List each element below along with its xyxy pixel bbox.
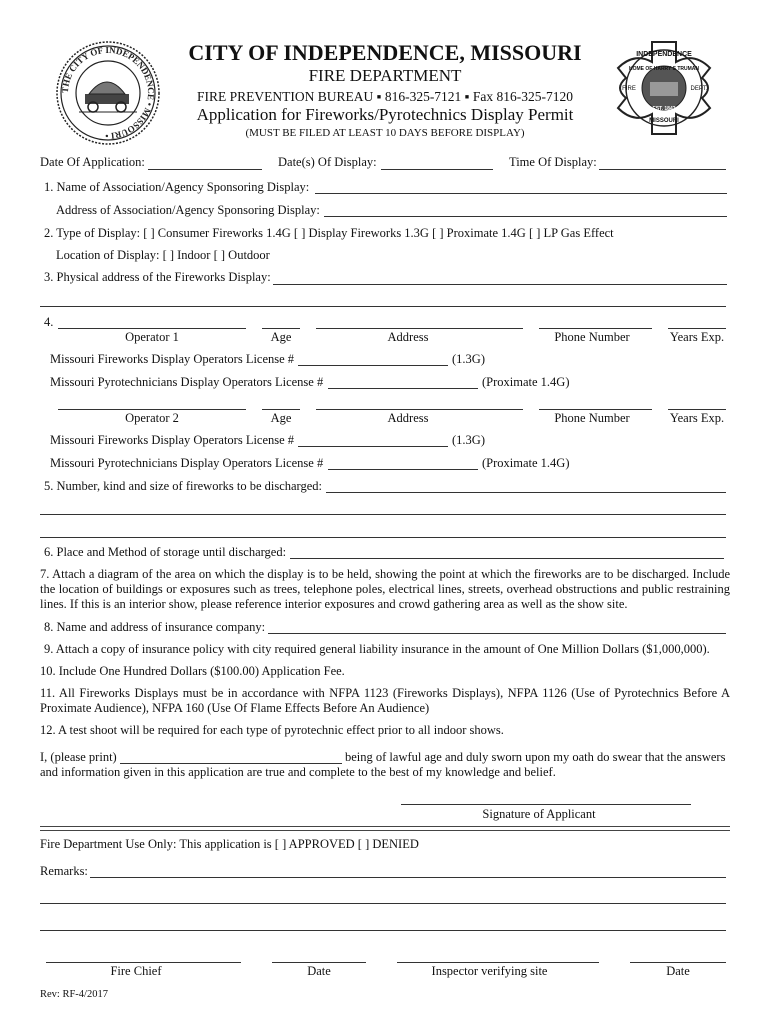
divider bbox=[40, 826, 730, 831]
q2-display-type[interactable]: 2. Type of Display: [ ] Consumer Fireworks 1.4G [ ] Display Fireworks 1.3G [ ] Proximate 1.4G [ ] LP Gas Effect bbox=[44, 226, 614, 240]
q5-label: 5. Number, kind and size of fireworks to be discharged: bbox=[44, 479, 323, 493]
operator2-address-field[interactable] bbox=[316, 409, 523, 410]
fireworks-description-field-3[interactable] bbox=[40, 537, 726, 538]
q1-address-label: Address of Association/Agency Sponsoring Display: bbox=[56, 203, 320, 217]
operator2-phone-field[interactable] bbox=[539, 409, 652, 410]
phone-label: Phone Number bbox=[554, 411, 630, 425]
mo-license-label: Missouri Fireworks Display Operators License # bbox=[50, 433, 295, 447]
q4-label: 4. bbox=[44, 315, 54, 329]
q6-label: 6. Place and Method of storage until discharged: bbox=[44, 545, 287, 559]
sponsor-name-field[interactable] bbox=[315, 193, 727, 194]
mo-license-suffix: (1.3G) bbox=[452, 352, 485, 366]
badge-right-text: DEPT. bbox=[690, 86, 708, 92]
pyro-license-label: Missouri Pyrotechnicians Display Operators License # bbox=[50, 375, 324, 389]
time-of-display-field[interactable] bbox=[599, 169, 726, 170]
fireworks-description-field-2[interactable] bbox=[40, 514, 726, 515]
q12-text: 12. A test shoot will be required for each type of pyrotechnic effect prior to all indoor shows. bbox=[40, 723, 504, 737]
inspector-signature-field[interactable] bbox=[397, 962, 599, 963]
pyro-license-suffix: (Proximate 1.4G) bbox=[482, 456, 570, 470]
fire-chief-signature-field[interactable] bbox=[46, 962, 241, 963]
q11-text: 11. All Fireworks Displays must be in accordance with NFPA 1123 (Fireworks Displays), NFPA 1126 (Use of Pyrotechnics Before A Proximate Audience), NFPA 160 (Use Of Flame Effects Before An Audience) bbox=[40, 686, 730, 715]
dates-of-display-field[interactable] bbox=[381, 169, 493, 170]
storage-field[interactable] bbox=[290, 558, 724, 559]
applicant-print-name-field[interactable] bbox=[120, 763, 342, 764]
operator1-years-field[interactable] bbox=[668, 328, 726, 329]
inspector-label: Inspector verifying site bbox=[431, 964, 548, 978]
age-label: Age bbox=[270, 411, 292, 425]
oath-end: and information given in this application are true and complete to the best of my knowledge and belief. bbox=[40, 765, 556, 779]
fire-chief-label: Fire Chief bbox=[110, 964, 162, 978]
bureau-contact: FIRE PREVENTION BUREAU ▪ 816-325-7121 ▪ Fax 816-325-7120 bbox=[197, 89, 573, 104]
operator1-label: Operator 1 bbox=[125, 330, 179, 344]
remarks-field-2[interactable] bbox=[40, 903, 726, 904]
operator1-name-field[interactable] bbox=[58, 328, 246, 329]
q3-label: 3. Physical address of the Fireworks Display: bbox=[44, 270, 271, 284]
oath-start: I, (please print) bbox=[40, 750, 117, 764]
time-of-display-label: Time Of Display: bbox=[509, 155, 597, 169]
operator1-phone-field[interactable] bbox=[539, 328, 652, 329]
badge-est-text: EST. 1843 bbox=[652, 106, 676, 112]
q1-label: 1. Name of Association/Agency Sponsoring Display: bbox=[44, 180, 310, 194]
office-use-approval[interactable]: Fire Department Use Only: This application is [ ] APPROVED [ ] DENIED bbox=[40, 837, 419, 851]
remarks-field-3[interactable] bbox=[40, 930, 726, 931]
operator2-label: Operator 2 bbox=[125, 411, 179, 425]
badge-bottom-text: MISSOURI bbox=[649, 118, 679, 124]
inspector-date-field[interactable] bbox=[630, 962, 726, 963]
oath-middle: being of lawful age and duly sworn upon my oath do swear that the answers bbox=[345, 750, 726, 764]
filing-note: (MUST BE FILED AT LEAST 10 DAYS BEFORE DISPLAY) bbox=[245, 127, 525, 139]
operator1-mo-license-field[interactable] bbox=[298, 365, 448, 366]
display-address-field[interactable] bbox=[273, 284, 727, 285]
badge-top-text: INDEPENDENCE bbox=[636, 51, 692, 58]
age-label: Age bbox=[270, 330, 292, 344]
operator2-name-field[interactable] bbox=[58, 409, 246, 410]
signature-field[interactable] bbox=[401, 804, 691, 805]
fire-chief-date-field[interactable] bbox=[272, 962, 366, 963]
operator1-address-field[interactable] bbox=[316, 328, 523, 329]
operator2-age-field[interactable] bbox=[262, 409, 300, 410]
fireworks-description-field[interactable] bbox=[326, 492, 726, 493]
sponsor-address-field[interactable] bbox=[324, 216, 727, 217]
fire-chief-date-label: Date bbox=[307, 964, 331, 978]
q2-location[interactable]: Location of Display: [ ] Indoor [ ] Outdoor bbox=[56, 248, 270, 262]
revision-code: Rev: RF-4/2017 bbox=[40, 989, 108, 1000]
operator1-age-field[interactable] bbox=[262, 328, 300, 329]
display-address-field-2[interactable] bbox=[40, 306, 726, 307]
inspector-date-label: Date bbox=[666, 964, 690, 978]
page-title: CITY OF INDEPENDENCE, MISSOURI bbox=[188, 40, 582, 65]
operator2-years-field[interactable] bbox=[668, 409, 726, 410]
operator2-mo-license-field[interactable] bbox=[298, 446, 448, 447]
permit-title: Application for Fireworks/Pyrotechnics Display Permit bbox=[196, 105, 574, 124]
mo-license-suffix: (1.3G) bbox=[452, 433, 485, 447]
pyro-license-label: Missouri Pyrotechnicians Display Operators License # bbox=[50, 456, 324, 470]
q9-text: 9. Attach a copy of insurance policy with city required general liability insurance in the amount of One Million Dollars ($1,000,000). bbox=[44, 642, 710, 656]
q7-text: 7. Attach a diagram of the area on which the display is to be held, showing the point at which the fireworks are to be discharged. Include the location of buildings or exposures such as trees, telephone poles, electrical lines, streets, overhead obstructions and public restraining lines. If this is an interior show, please reference interior exposures and crowd gathering area as well as the show site. bbox=[40, 567, 730, 611]
q10-text: 10. Include One Hundred Dollars ($100.00) Application Fee. bbox=[40, 664, 345, 678]
dates-of-display-label: Date(s) Of Display: bbox=[278, 155, 377, 169]
years-label: Years Exp. bbox=[669, 330, 725, 344]
date-of-application-label: Date Of Application: bbox=[40, 155, 145, 169]
signature-label: Signature of Applicant bbox=[482, 807, 596, 821]
years-label: Years Exp. bbox=[669, 411, 725, 425]
operator2-pyro-license-field[interactable] bbox=[328, 469, 478, 470]
badge-arc-text: HOME OF HARRY S TRUMAN bbox=[629, 66, 699, 72]
mo-license-label: Missouri Fireworks Display Operators License # bbox=[50, 352, 295, 366]
remarks-label: Remarks: bbox=[40, 864, 88, 878]
phone-label: Phone Number bbox=[554, 330, 630, 344]
insurance-company-field[interactable] bbox=[268, 633, 726, 634]
remarks-field[interactable] bbox=[90, 877, 726, 878]
address-label: Address bbox=[387, 411, 429, 425]
pyro-license-suffix: (Proximate 1.4G) bbox=[482, 375, 570, 389]
operator1-pyro-license-field[interactable] bbox=[328, 388, 478, 389]
q8-label: 8. Name and address of insurance company: bbox=[44, 620, 266, 634]
address-label: Address bbox=[387, 330, 429, 344]
badge-left-text: FIRE bbox=[622, 86, 636, 92]
date-of-application-field[interactable] bbox=[148, 169, 262, 170]
department-name: FIRE DEPARTMENT bbox=[308, 66, 462, 85]
city-seal-ring-text: THE CITY OF INDEPENDENCE • MISSOURI • bbox=[59, 44, 157, 142]
